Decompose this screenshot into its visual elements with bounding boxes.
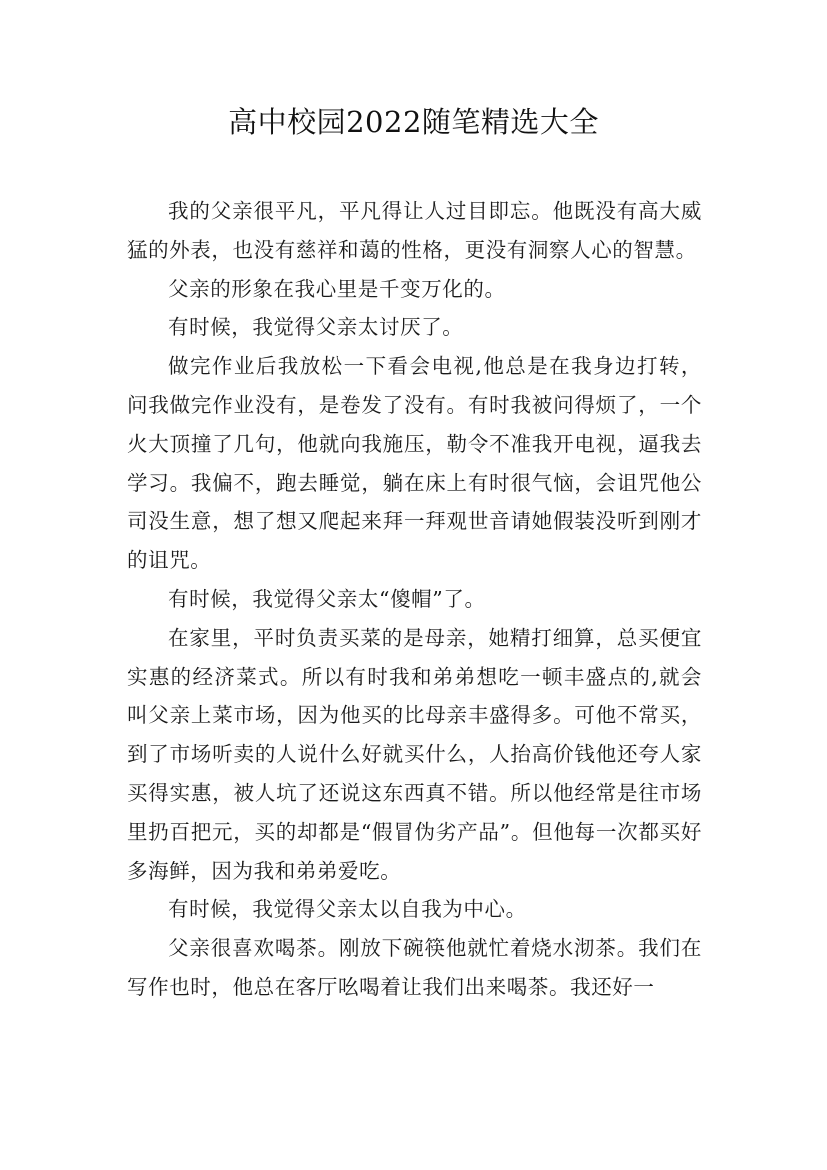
paragraph: 我的父亲很平凡，平凡得让人过目即忘。他既没有高大威猛的外表，也没有慈祥和蔼的性格，更没有洞察人心的智慧。 (127, 199, 702, 262)
page-title: 高中校园2022随笔精选大全 (228, 105, 599, 139)
paragraph: 有时候，我觉得父亲太讨厌了。 (168, 315, 464, 340)
paragraph: 父亲的形象在我心里是千变万化的。 (168, 276, 506, 301)
paragraph: 做完作业后我放松一下看会电视,他总是在我身边打转，问我做完作业没有，是卷发了没有。有时我被问得烦了，一个火大顶撞了几句，他就向我施压，勒令不准我开电视，逼我去学习。我偏不，跑去睡觉，躺在床上有时很气恼，会诅咒他公司没生意，想了想又爬起来拜一拜观世音请她假装没听到刚才的诅咒。 (127, 354, 702, 573)
paragraph: 父亲很喜欢喝茶。刚放下碗筷他就忙着烧水沏茶。我们在写作也时，他总在客厅吆喝着让我们出来喝茶。我还好一 (127, 936, 702, 999)
paragraph: 有时候，我觉得父亲太“傻帽”了。 (168, 586, 486, 611)
paragraph: 有时候，我觉得父亲太以自我为中心。 (168, 897, 527, 922)
paragraph: 在家里，平时负责买菜的是母亲，她精打细算，总买便宜实惠的经济菜式。所以有时我和弟弟想吃一顿丰盛点的,就会叫父亲上菜市场，因为他买的比母亲丰盛得多。可他不常买，到了市场听卖的人说什么好就买什么，人抬高价钱他还夸人家买得实惠，被人坑了还说这东西真不错。所以他经常是往市场里扔百把元，买的却都是“假冒伪劣产品”。但他每一次都买好多海鲜，因为我和弟弟爱吃。 (127, 625, 702, 883)
document-body (127, 192, 702, 1007)
